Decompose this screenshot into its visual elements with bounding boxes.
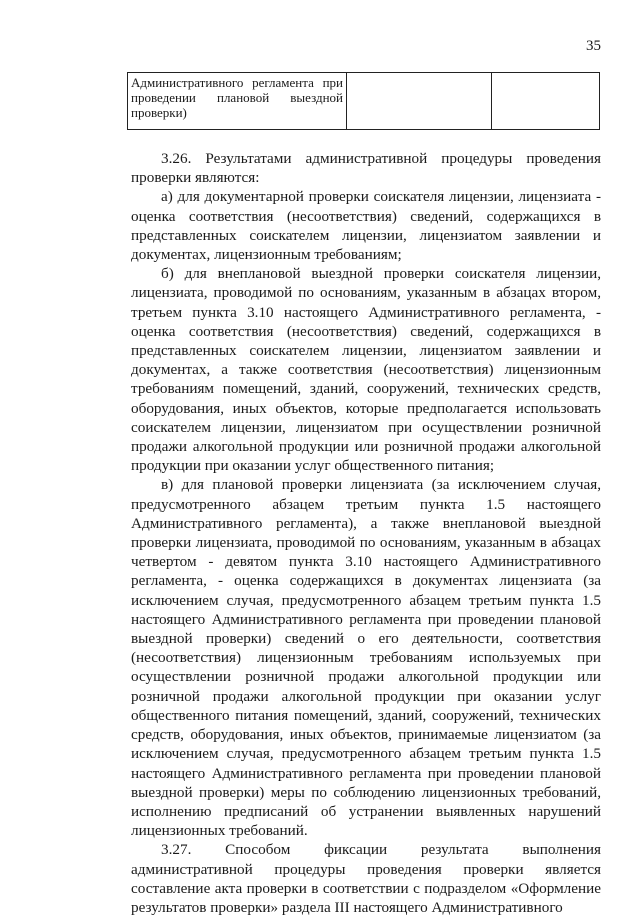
continuation-table (127, 72, 600, 130)
table-row (128, 73, 600, 130)
document-body (131, 149, 601, 917)
paragraph-b: б) для внеплановой выездной проверки соискателя лицензии, лицензиата, проводимой по основаниям, указанным в абзацах втором, третьем пункта 3.10 настоящего Административного регламента, - оценка соответствия (несоответствия) сведений, содержащихся в представленных соискателем лицензии, лицензиатом заявлении и документах, а также соответствия (несоответствия) лицензионным требованиям помещений, зданий, сооружений, технических средств, оборудования, иных объектов, которые предполагается использовать соискателем лицензии, лицензиатом при осуществлении розничной продажи алкогольной продукции или розничной продажи алкогольной продукции при оказании услуг общественного питания; (131, 265, 601, 475)
page-number: 35 (586, 38, 601, 54)
paragraph-3-27: 3.27. Способом фиксации результата выполнения административной процедуры проведения проверки является составление акта проверки в соответствии с подразделом «Оформление результатов проверки» раздела III настоящего Административного (131, 841, 601, 916)
paragraph-a: а) для документарной проверки соискателя лицензии, лицензиата - оценка соответствия (несоответствия) сведений, содержащихся в представленных соискателем лицензии, лицензиатом заявлении и документах, лицензионным требованиям; (131, 188, 601, 264)
paragraph-v: в) для плановой проверки лицензиата (за исключением случая, предусмотренного абзацем третьим пункта 1.5 настоящего Административного регламента), а также внеплановой выездной проверки лицензиата, проводимой по основаниям, указанным в абзацах четвертом - девятом пункта 3.10 настоящего Административного регламента, - оценка содержащихся в документах лицензиата (за исключением случая, предусмотренного абзацем третьим пункта 1.5 настоящего Административного регламента при проведении плановой выездной проверки) сведений о его деятельности, соответствия (несоответствия) лицензионным требованиям используемых при осуществлении розничной продажи алкогольной продукции или розничной продажи алкогольной продукции при оказании услуг общественного питания помещений, зданий, сооружений, технических средств, оборудования, иных объектов, принимаемые лицензиатом (за исключением случая, предусмотренного абзацем третьим пункта 1.5 настоящего Административного регламента при проведении плановой выездной проверки) меры по соблюдению лицензионных требований, исполнению предписаний об устранении выявленных нарушений лицензионных требований. (131, 476, 601, 840)
table-cell-text: Административного регламента при проведении плановой выездной проверки) (128, 73, 347, 130)
table-cell-empty (347, 73, 492, 130)
table-cell-empty (492, 73, 600, 130)
paragraph-3-26: 3.26. Результатами административной процедуры проведения проверки являются: (131, 150, 601, 187)
